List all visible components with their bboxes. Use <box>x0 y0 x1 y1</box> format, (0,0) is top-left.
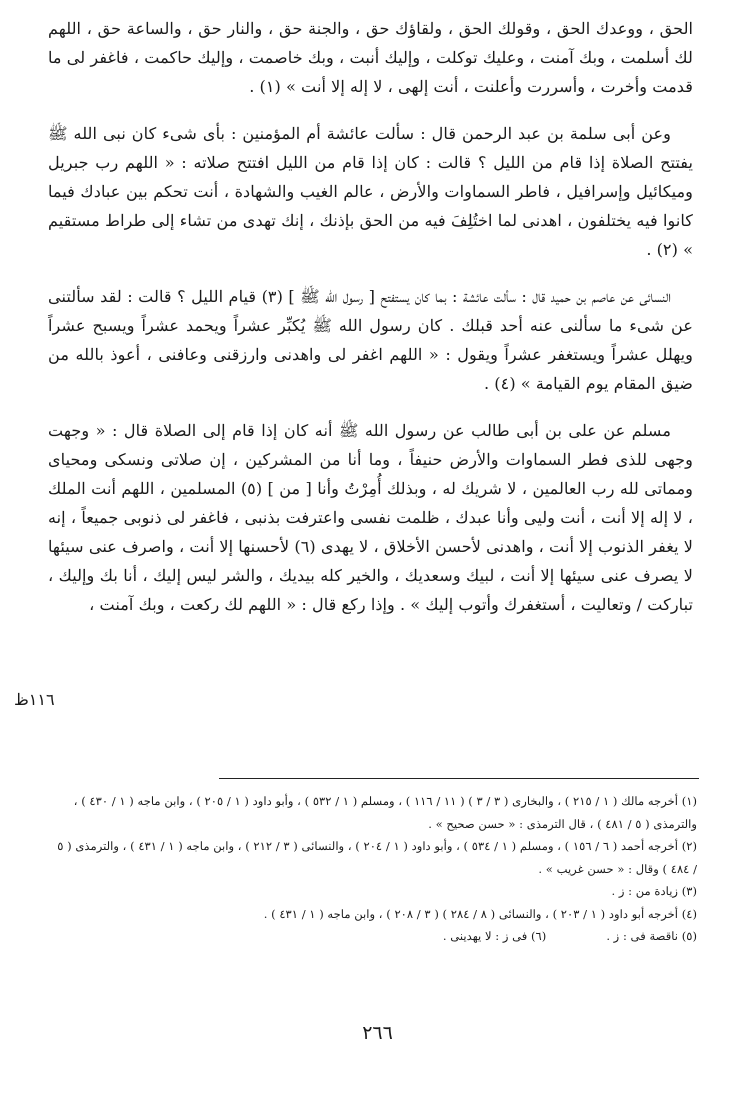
footnote-4: (٤) أخرجه أبو داود ( ١ / ٢٠٣ ) ، والنسائى ( ٨ / ٢٨٤ ) ( ٣ / ٢٠٨ ) ، وابن ماجه ( ١ / ٤٣١ ) . <box>263 906 697 921</box>
footnote-6: (٦) فى ز : لا يهدينى . <box>442 929 547 943</box>
main-text <box>48 14 693 637</box>
footnotes <box>55 790 697 948</box>
folio-margin-note: ١١٦ظ <box>14 690 55 709</box>
footnote-2: (٢) أخرجه أحمد ( ٦ / ١٥٦ ) ، ومسلم ( ١ / ٥٣٤ ) ، وأبو داود ( ١ / ٢٠٤ ) ، والنسائى ( ٣ / ٢١٢ ) ، وابن ماجه ( ١ / ٤٣١ ) ، والترمذى ( ٥ / ٤٨٤ ) وقال : « حسن غريب » . <box>57 839 697 876</box>
footnote-row <box>55 925 697 948</box>
paragraph-1: الحق ، ووعدك الحق ، وقولك الحق ، ولقاؤك حق ، والجنة حق ، والنار حق ، والساعة حق ، اللهم لك أسلمت ، وبك آمنت ، وعليك توكلت ، وإليك أنبت ، وبك خاصمت ، وإليك حاكمت ، فاغفر لى ما قدمت وأخرت ، وأسررت وأعلنت ، أنت إلهى ، لا إله إلا أنت » (١) . <box>48 19 693 96</box>
footnote-1: (١) أخرجه مالك ( ١ / ٢١٥ ) ، والبخارى ( ٣ / ٣ ) ( ١١ / ١١٦ ) ، ومسلم ( ١ / ٥٣٢ ) ، وأبو داود ( ١ / ٢٠٥ ) ، وابن ماجه ( ١ / ٤٣٠ ) ، والترمذى ( ٥ / ٤٨١ ) ، قال الترمذى : « حسن صحيح » . <box>73 794 697 831</box>
paragraph-3: النسائى عن عاصم بن حميد قال : سألت عائشة : بما كان يستفتح [ رسول الله ﷺ ] (٣) قيام الليل ؟ قالت : لقد سألتنى عن شىء ما سألنى عنه أحد قبلك . كان رسول الله ﷺ يُكبِّر عشراً ويحمد عشراً ويسبح عشراً ويهلل عشراً ويستغفر عشراً ويقول : « اللهم اغفر لى واهدنى وارزقنى وعافنى ، أعوذ بالله من ضيق المقام يوم القيامة » (٤) . <box>48 287 693 393</box>
footnote-3: (٣) زيادة من : ز . <box>611 884 697 898</box>
page-number: ٢٦٦ <box>362 1022 393 1044</box>
paragraph-2: وعن أبى سلمة بن عبد الرحمن قال : سألت عائشة أم المؤمنين : بأى شىء كان نبى الله ﷺ يفتتح الصلاة إذا قام من الليل ؟ قالت : كان إذا قام من الليل افتتح صلاته : « اللهم رب جبريل وميكائيل وإسرافيل ، فاطر السماوات والأرض ، عالم الغيب والشهادة ، أنت تحكم بين عبادك فيما كانوا فيه يختلفون ، اهدنى لما اختُلِفَ فيه من الحق بإذنك ، إنك تهدى من تشاء إلى طراط مستقيم » (٢) . <box>48 124 693 259</box>
paragraph-4: مسلم عن على بن أبى طالب عن رسول الله ﷺ أنه كان إذا قام إلى الصلاة قال : « وجهت وجهى للذى فطر السماوات والأرض حنيفاً ، وما أنا من المشركين ، إن صلاتى ونسكى ومحياى ومماتى لله رب العالمين ، لا شريك له ، وبذلك أُمِرْتُ وأنا [ من ] (٥) المسلمين ، اللهم أنت الملك ، لا إله إلا أنت ، أنت وليى وأنا عبدك ، ظلمت نفسى واعترفت بذنبى ، فاغفر لى ذنوبى جميعاً ، إنه لا يغفر الذنوب إلا أنت ، واهدنى لأحسن الأخلاق ، لا يهدى (٦) لأحسنها إلا أنت ، واصرف عنى سيئها لا يصرف عنى سيئها إلا أنت ، لبيك وسعديك ، والخير كله بيديك ، والشر ليس إليك ، أنا بك وإليك ، تباركت / وتعاليت ، أستغفرك وأتوب إليك » . وإذا ركع قال : « اللهم لك ركعت ، وبك آمنت ، <box>48 421 693 614</box>
footnote-divider <box>219 778 699 779</box>
footnote-5: (٥) ناقصة فى : ز . <box>606 929 697 943</box>
